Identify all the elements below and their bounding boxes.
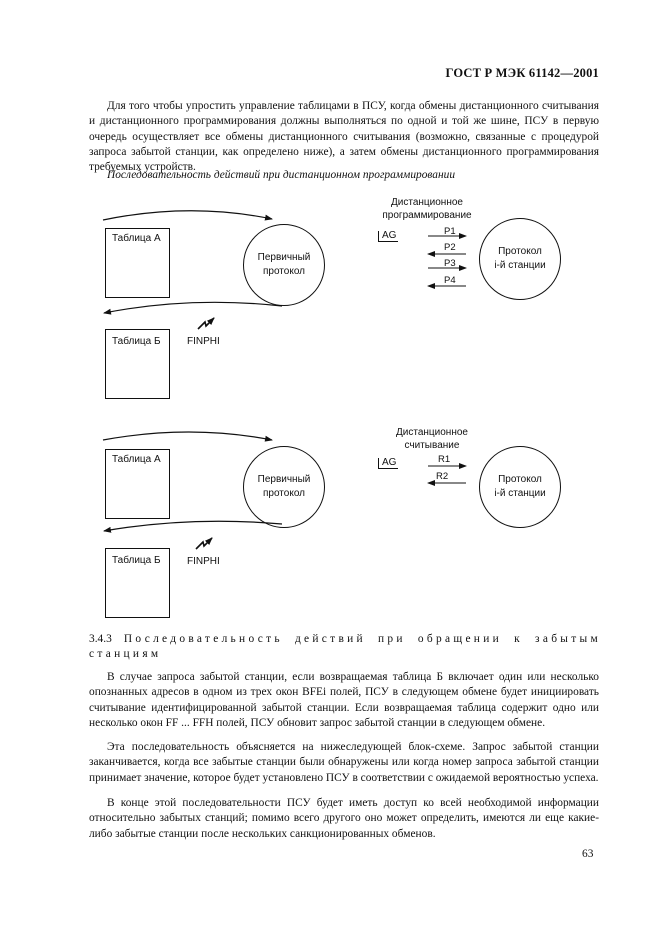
ag-text: AG	[378, 458, 398, 469]
section-paragraph-3: В конце этой последовательности ПСУ будет иметь доступ ко всей необходимой информации относительно забытых станций; помимо всего другого оно может определить, имеются ли еще какие-либо забытые станции после нескольких санкционированных обменов.	[89, 797, 599, 840]
table-b-label: Таблица Б	[112, 336, 161, 347]
lightning-icon	[196, 538, 212, 549]
section-paragraph-2: Эта последовательность объясняется на нижеследующей блок-схеме. Запрос забытой станции заканчивается, когда все забытые станции были обнаружены или когда номер запроса забытой станции принимает значение, которое будет установлено ПСУ в соответствии с ожидаемой вероятностью успеха.	[89, 741, 599, 784]
section-heading	[89, 632, 601, 663]
remote-reading-title: Дистанционное считывание	[396, 427, 468, 451]
section-number: 3.4.3	[89, 633, 112, 645]
message-r1: R1	[438, 454, 451, 465]
ag-text: AG	[378, 231, 398, 242]
station-protocol-circle: Протокол i-й станции	[479, 218, 561, 300]
curve-arrow-top	[103, 211, 272, 220]
sequence-title: Последовательность действий при дистанционном программировании	[107, 169, 456, 181]
primary-protocol-circle: Первичный протокол	[243, 224, 325, 306]
table-b-label: Таблица Б	[112, 555, 161, 566]
finphi-label: FINPHI	[187, 336, 220, 347]
section-title: Последовательность действий при обращении к забытым станциям	[89, 633, 601, 661]
table-a-label: Таблица А	[112, 233, 161, 244]
intro-paragraph: Для того чтобы упростить управление таблицами в ПСУ, когда обмены дистанционного считывания и дистанционного программирования должны выполняться по одной и той же шине, ПСУ в первую очередь осуществляет все обмены дистанционного считывания (возможно, связанные с процедурой запроса забытой станции, как определено ниже), а затем обмены дистанционного программирования требуемых устройств.	[89, 100, 599, 174]
lightning-icon	[198, 318, 214, 329]
station-protocol-circle: Протокол i-й станции	[479, 446, 561, 528]
message-r2: R2	[436, 471, 449, 482]
page-number: 63	[582, 848, 594, 860]
message-p1: P1	[444, 226, 456, 237]
curve-arrow-bottom	[104, 521, 282, 531]
curve-arrow-top	[103, 432, 272, 440]
standard-header: ГОСТ Р МЭК 61142—2001	[445, 66, 599, 80]
remote-programming-title: Дистанционное программирование	[382, 197, 472, 221]
message-p4: P4	[444, 275, 456, 286]
finphi-label: FINPHI	[187, 556, 220, 567]
primary-protocol-circle: Первичный протокол	[243, 446, 325, 528]
section-paragraph-1: В случае запроса забытой станции, если возвращаемая таблица Б включает один или несколько опознанных адресов в одном из трех окон BFEi полей, ПСУ в следующем обмене будет инициировать считывание идентифицированной забытой станции. Если возвращаемая таблица содержит одно или несколько окон FF ... FFH полей, ПСУ обновит запрос забытой станции в следующем обмене.	[89, 671, 599, 729]
curve-arrow-bottom	[104, 302, 282, 313]
message-p3: P3	[444, 258, 456, 269]
message-p2: P2	[444, 242, 456, 253]
table-a-label: Таблица А	[112, 454, 161, 465]
